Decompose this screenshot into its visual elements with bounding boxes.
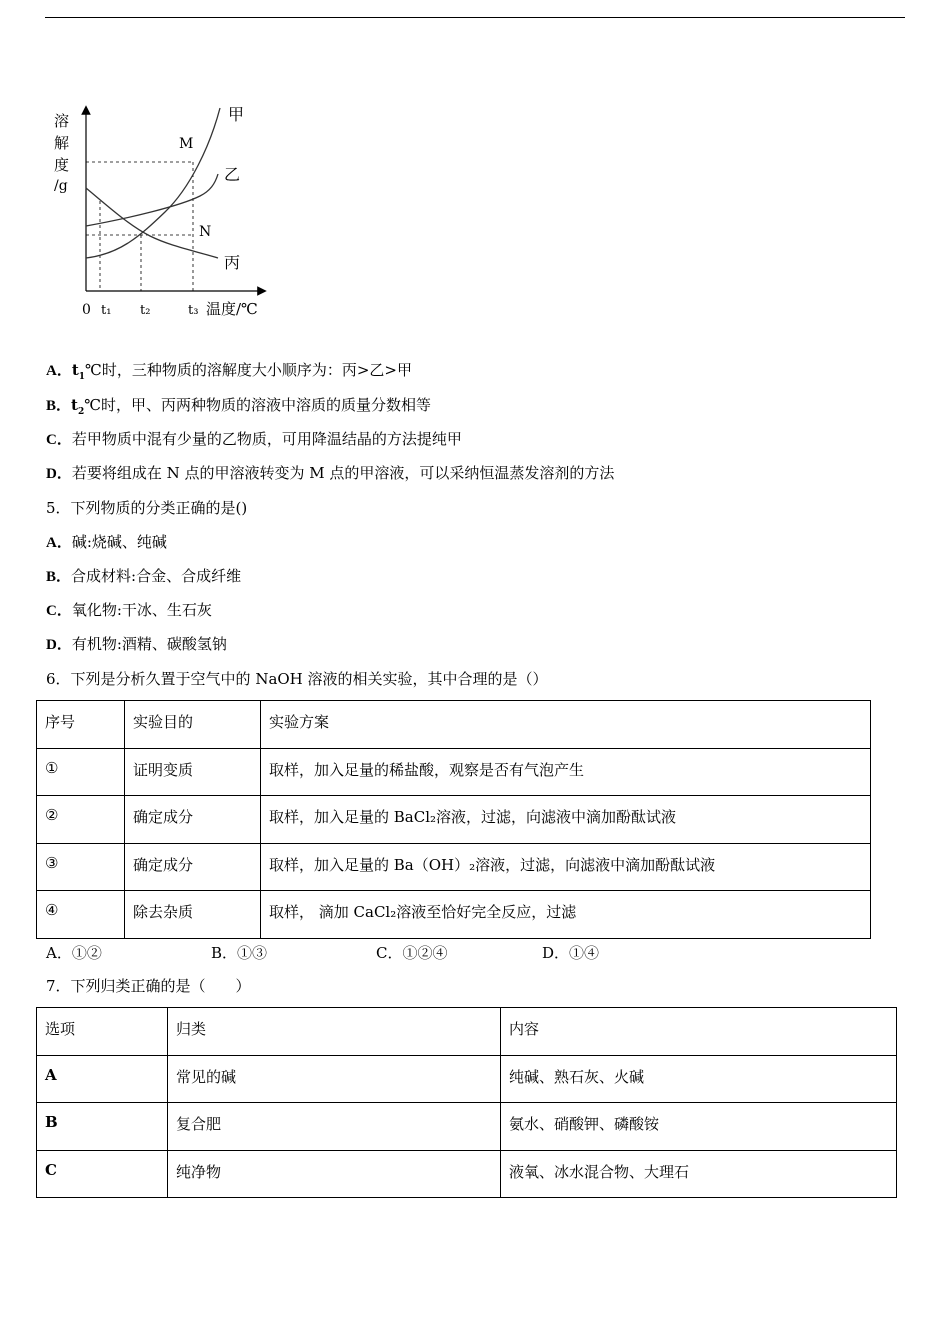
option-label: C．	[46, 432, 72, 448]
table-row	[37, 843, 871, 891]
table-cell: C	[37, 1150, 168, 1198]
table-cell: B	[37, 1103, 168, 1151]
tick-t2: t₂	[140, 303, 151, 318]
table-cell: ④	[37, 891, 125, 939]
y-label-2: 解	[54, 134, 70, 152]
q6-answer-d: D．①④	[542, 944, 600, 962]
option-label: C．	[46, 603, 72, 619]
label-n: N	[199, 224, 212, 240]
q4-option-b	[46, 395, 431, 422]
q5-option-a	[46, 532, 167, 553]
option-label: A．	[46, 535, 72, 551]
q6-answer-c: C．①②④	[376, 944, 448, 962]
option-label: D．	[46, 637, 72, 653]
label-bing: 丙	[224, 253, 241, 272]
q4-option-d	[46, 463, 614, 484]
q7-stem: 7．下列归类正确的是（ ）	[46, 977, 251, 995]
header-rule	[45, 17, 905, 18]
table-cell: 确定成分	[125, 796, 261, 844]
table-row	[37, 748, 871, 796]
table-row	[37, 1103, 897, 1151]
table-cell: 确定成分	[125, 843, 261, 891]
option-label: A．	[46, 363, 72, 379]
option-text: 若甲物质中混有少量的乙物质，可用降温结晶的方法提纯甲	[71, 430, 462, 448]
option-text: 碱:烧碱、纯碱	[71, 533, 167, 551]
option-var: t	[71, 361, 79, 379]
solubility-graph-svg	[40, 96, 280, 326]
option-text: 合成材料:合金、合成纤维	[71, 567, 242, 585]
table-cell: 证明变质	[125, 748, 261, 796]
q4-option-a	[46, 360, 412, 387]
table-header-cell: 选项	[37, 1008, 168, 1056]
q4-option-c	[46, 429, 462, 450]
q5-stem: 5．下列物质的分类正确的是()	[46, 499, 248, 517]
q5-option-d	[46, 634, 227, 655]
table-cell: 取样，加入足量的 BaCl₂溶液，过滤，向滤液中滴加酚酞试液	[261, 796, 871, 844]
table-cell: A	[37, 1055, 168, 1103]
table-header-cell: 序号	[37, 701, 125, 749]
curve-yi	[86, 174, 218, 226]
q6-table	[36, 700, 871, 939]
option-text: ℃时，甲、丙两种物质的溶液中溶质的质量分数相等	[84, 396, 432, 414]
table-cell: ②	[37, 796, 125, 844]
label-m: M	[179, 136, 194, 152]
option-text: 有机物:酒精、碳酸氢钠	[71, 635, 227, 653]
option-sub: 2	[77, 407, 85, 417]
option-sub: 1	[78, 372, 86, 382]
option-label: D．	[46, 466, 72, 482]
curve-bing	[86, 188, 218, 258]
q5-option-c	[46, 600, 212, 621]
tick-t3: t₃	[188, 303, 199, 318]
table-cell: 复合肥	[168, 1103, 501, 1151]
table-row	[37, 1055, 897, 1103]
option-label: B．	[46, 569, 72, 585]
table-header-cell: 内容	[501, 1008, 897, 1056]
table-cell: 纯净物	[168, 1150, 501, 1198]
table-header-row	[37, 1008, 897, 1056]
label-jia: 甲	[228, 105, 245, 124]
q6-answer-b: B．①③	[211, 944, 268, 962]
option-text: 若要将组成在 N 点的甲溶液转变为 M 点的甲溶液，可以采纳恒温蒸发溶剂的方法	[71, 464, 615, 482]
table-cell: 除去杂质	[125, 891, 261, 939]
table-header-cell: 实验方案	[261, 701, 871, 749]
y-label-1: 溶	[54, 112, 70, 130]
table-row	[37, 891, 871, 939]
q6-stem: 6．下列是分析久置于空气中的 NaOH 溶液的相关实验，其中合理的是（）	[46, 670, 548, 688]
tick-t1: t₁	[101, 303, 112, 318]
label-yi: 乙	[224, 165, 241, 184]
table-header-cell: 实验目的	[125, 701, 261, 749]
table-cell: 取样，加入足量的 Ba（OH）₂溶液，过滤，向滤液中滴加酚酞试液	[261, 843, 871, 891]
table-cell: 取样，加入足量的稀盐酸，观察是否有气泡产生	[261, 748, 871, 796]
q7-table	[36, 1007, 897, 1198]
table-row	[37, 796, 871, 844]
table-cell: 纯碱、熟石灰、火碱	[501, 1055, 897, 1103]
y-label-3: 度	[54, 156, 70, 174]
table-header-cell: 归类	[168, 1008, 501, 1056]
option-text: ℃时，三种物质的溶解度大小顺序为：丙>乙>甲	[85, 361, 412, 379]
table-header-row	[37, 701, 871, 749]
option-var: t	[71, 396, 78, 414]
origin-label: 0	[82, 302, 91, 318]
table-cell: 液氧、冰水混合物、大理石	[501, 1150, 897, 1198]
solubility-graph	[40, 96, 280, 326]
option-text: 氧化物:干冰、生石灰	[71, 601, 212, 619]
x-axis-label: 温度/℃	[206, 300, 258, 318]
y-label-4: /g	[54, 178, 68, 194]
table-cell: 取样， 滴加 CaCl₂溶液至恰好完全反应，过滤	[261, 891, 871, 939]
option-label: B．	[46, 398, 72, 414]
table-cell: ①	[37, 748, 125, 796]
table-row	[37, 1150, 897, 1198]
table-cell: 氨水、硝酸钾、磷酸铵	[501, 1103, 897, 1151]
table-cell: ③	[37, 843, 125, 891]
table-cell: 常见的碱	[168, 1055, 501, 1103]
q5-option-b	[46, 566, 241, 587]
q6-answer-a: A．①②	[46, 944, 102, 962]
q6-answers	[46, 942, 746, 962]
